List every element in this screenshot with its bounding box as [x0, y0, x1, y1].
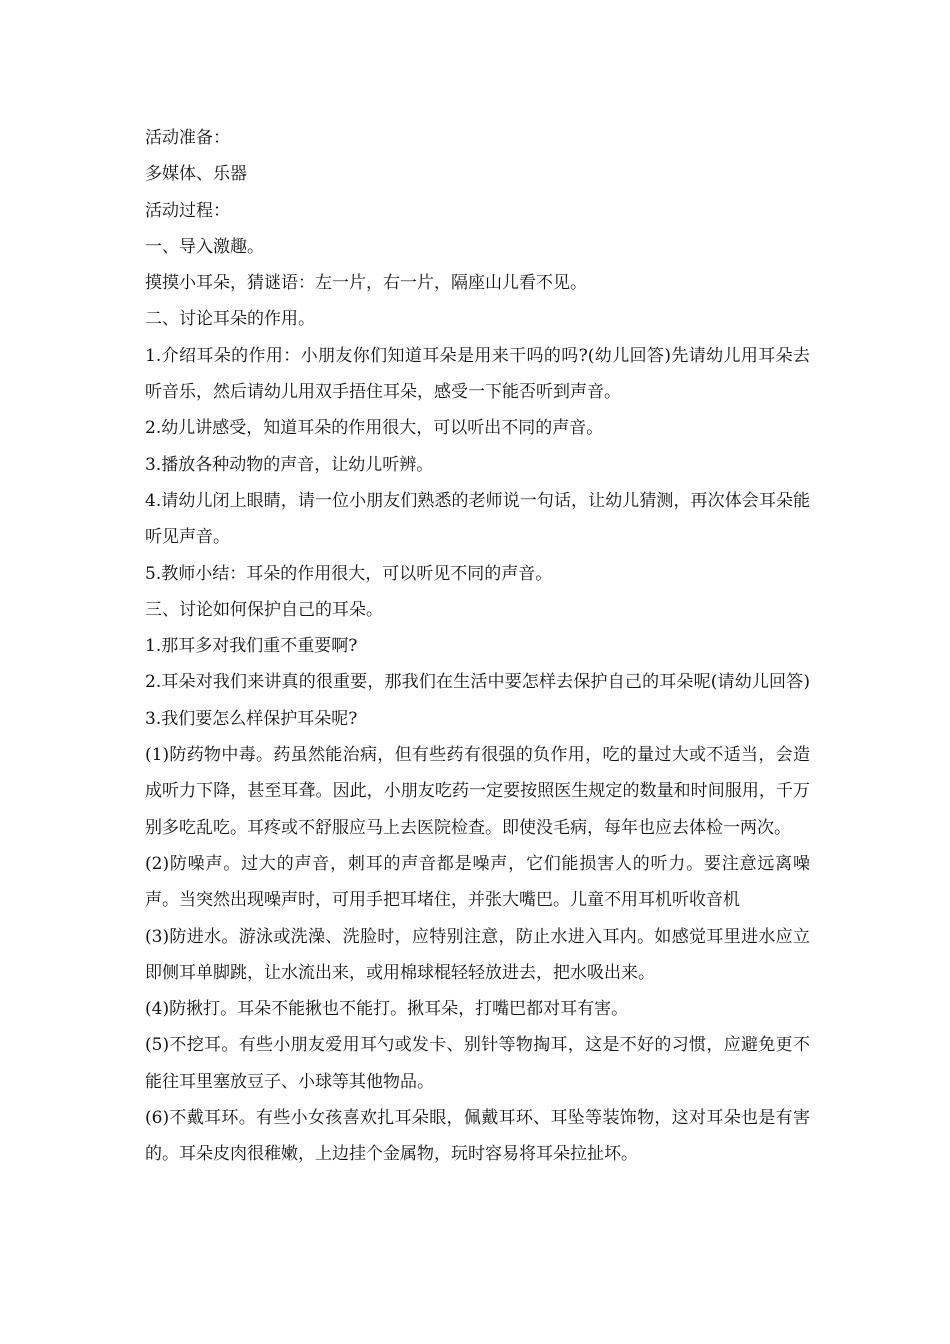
- paragraph-tip-1: (1)防药物中毒。药虽然能治病，但有些药有很强的负作用，吃的量过大或不适当，会造成听力下降，甚至耳聋。因此，小朋友吃药一定要按照医生规定的数量和时间服用，千万别多吃乱吃。耳疼或不舒服应马上去医院检查。即使没毛病，每年也应去体检一两次。: [145, 745, 810, 838]
- paragraph-step-4: 4.请幼儿闭上眼睛，请一位小朋友们熟悉的老师说一句话，让幼儿猜测，再次体会耳朵能听见声音。: [145, 490, 810, 548]
- paragraph-step-5: 5.教师小结：耳朵的作用很大，可以听见不同的声音。: [145, 563, 553, 584]
- paragraph-step-3: 3.播放各种动物的声音，让幼儿听辨。: [145, 454, 434, 475]
- paragraph-process-heading: 活动过程：: [145, 200, 230, 221]
- paragraph-tip-2: (2)防噪声。过大的声音，刺耳的声音都是噪声，它们能损害人的听力。要注意远离噪声。当突然出现噪声时，可用手把耳堵住，并张大嘴巴。儿童不用耳机听收音机: [145, 853, 810, 911]
- paragraph-step-1: 1.介绍耳朵的作用：小朋友你们知道耳朵是用来干吗的吗?(幼儿回答)先请幼儿用耳朵去听音乐，然后请幼儿用双手捂住耳朵，感受一下能否听到声音。: [145, 345, 810, 403]
- paragraph-question-1: 1.那耳多对我们重不重要啊?: [145, 636, 358, 657]
- paragraph-section-3-heading: 三、讨论如何保护自己的耳朵。: [145, 599, 383, 620]
- paragraph-tip-5: (5)不挖耳。有些小朋友爱用耳勺或发卡、别针等物掏耳，这是不好的习惯，应避免更不能往耳里塞放豆子、小球等其他物品。: [145, 1035, 810, 1092]
- paragraph-riddle: 摸摸小耳朵，猜谜语：左一片，右一片，隔座山儿看不见。: [145, 273, 587, 294]
- paragraph-section-2-heading: 二、讨论耳朵的作用。: [145, 309, 315, 330]
- paragraph-tip-4: (4)防揪打。耳朵不能揪也不能打。揪耳朵，打嘴巴都对耳有害。: [145, 999, 629, 1020]
- paragraph-section-1-heading: 一、导入激趣。: [145, 236, 264, 257]
- paragraph-step-2: 2.幼儿讲感受，知道耳朵的作用很大，可以听出不同的声音。: [145, 418, 604, 439]
- paragraph-tip-6: (6)不戴耳环。有些小女孩喜欢扎耳朵眼，佩戴耳环、耳坠等装饰物，这对耳朵也是有害的。耳朵皮肉很稚嫩，上边挂个金属物，玩时容易将耳朵拉扯坏。: [145, 1108, 810, 1165]
- paragraph-prep-heading: 活动准备：: [145, 128, 230, 148]
- paragraph-question-2: 2.耳朵对我们来讲真的很重要，那我们在生活中要怎样去保护自己的耳朵呢(请幼儿回答)3.我们要怎么样保护耳朵呢?: [145, 672, 810, 729]
- paragraph-tip-3: (3)防进水。游泳或洗澡、洗脸时，应特别注意，防止水进入耳内。如感觉耳里进水应立即侧耳单脚跳，让水流出来，或用棉球棍轻轻放进去，把水吸出来。: [145, 926, 810, 983]
- paragraph-prep-materials: 多媒体、乐器: [145, 164, 247, 185]
- document-body: [145, 120, 810, 1173]
